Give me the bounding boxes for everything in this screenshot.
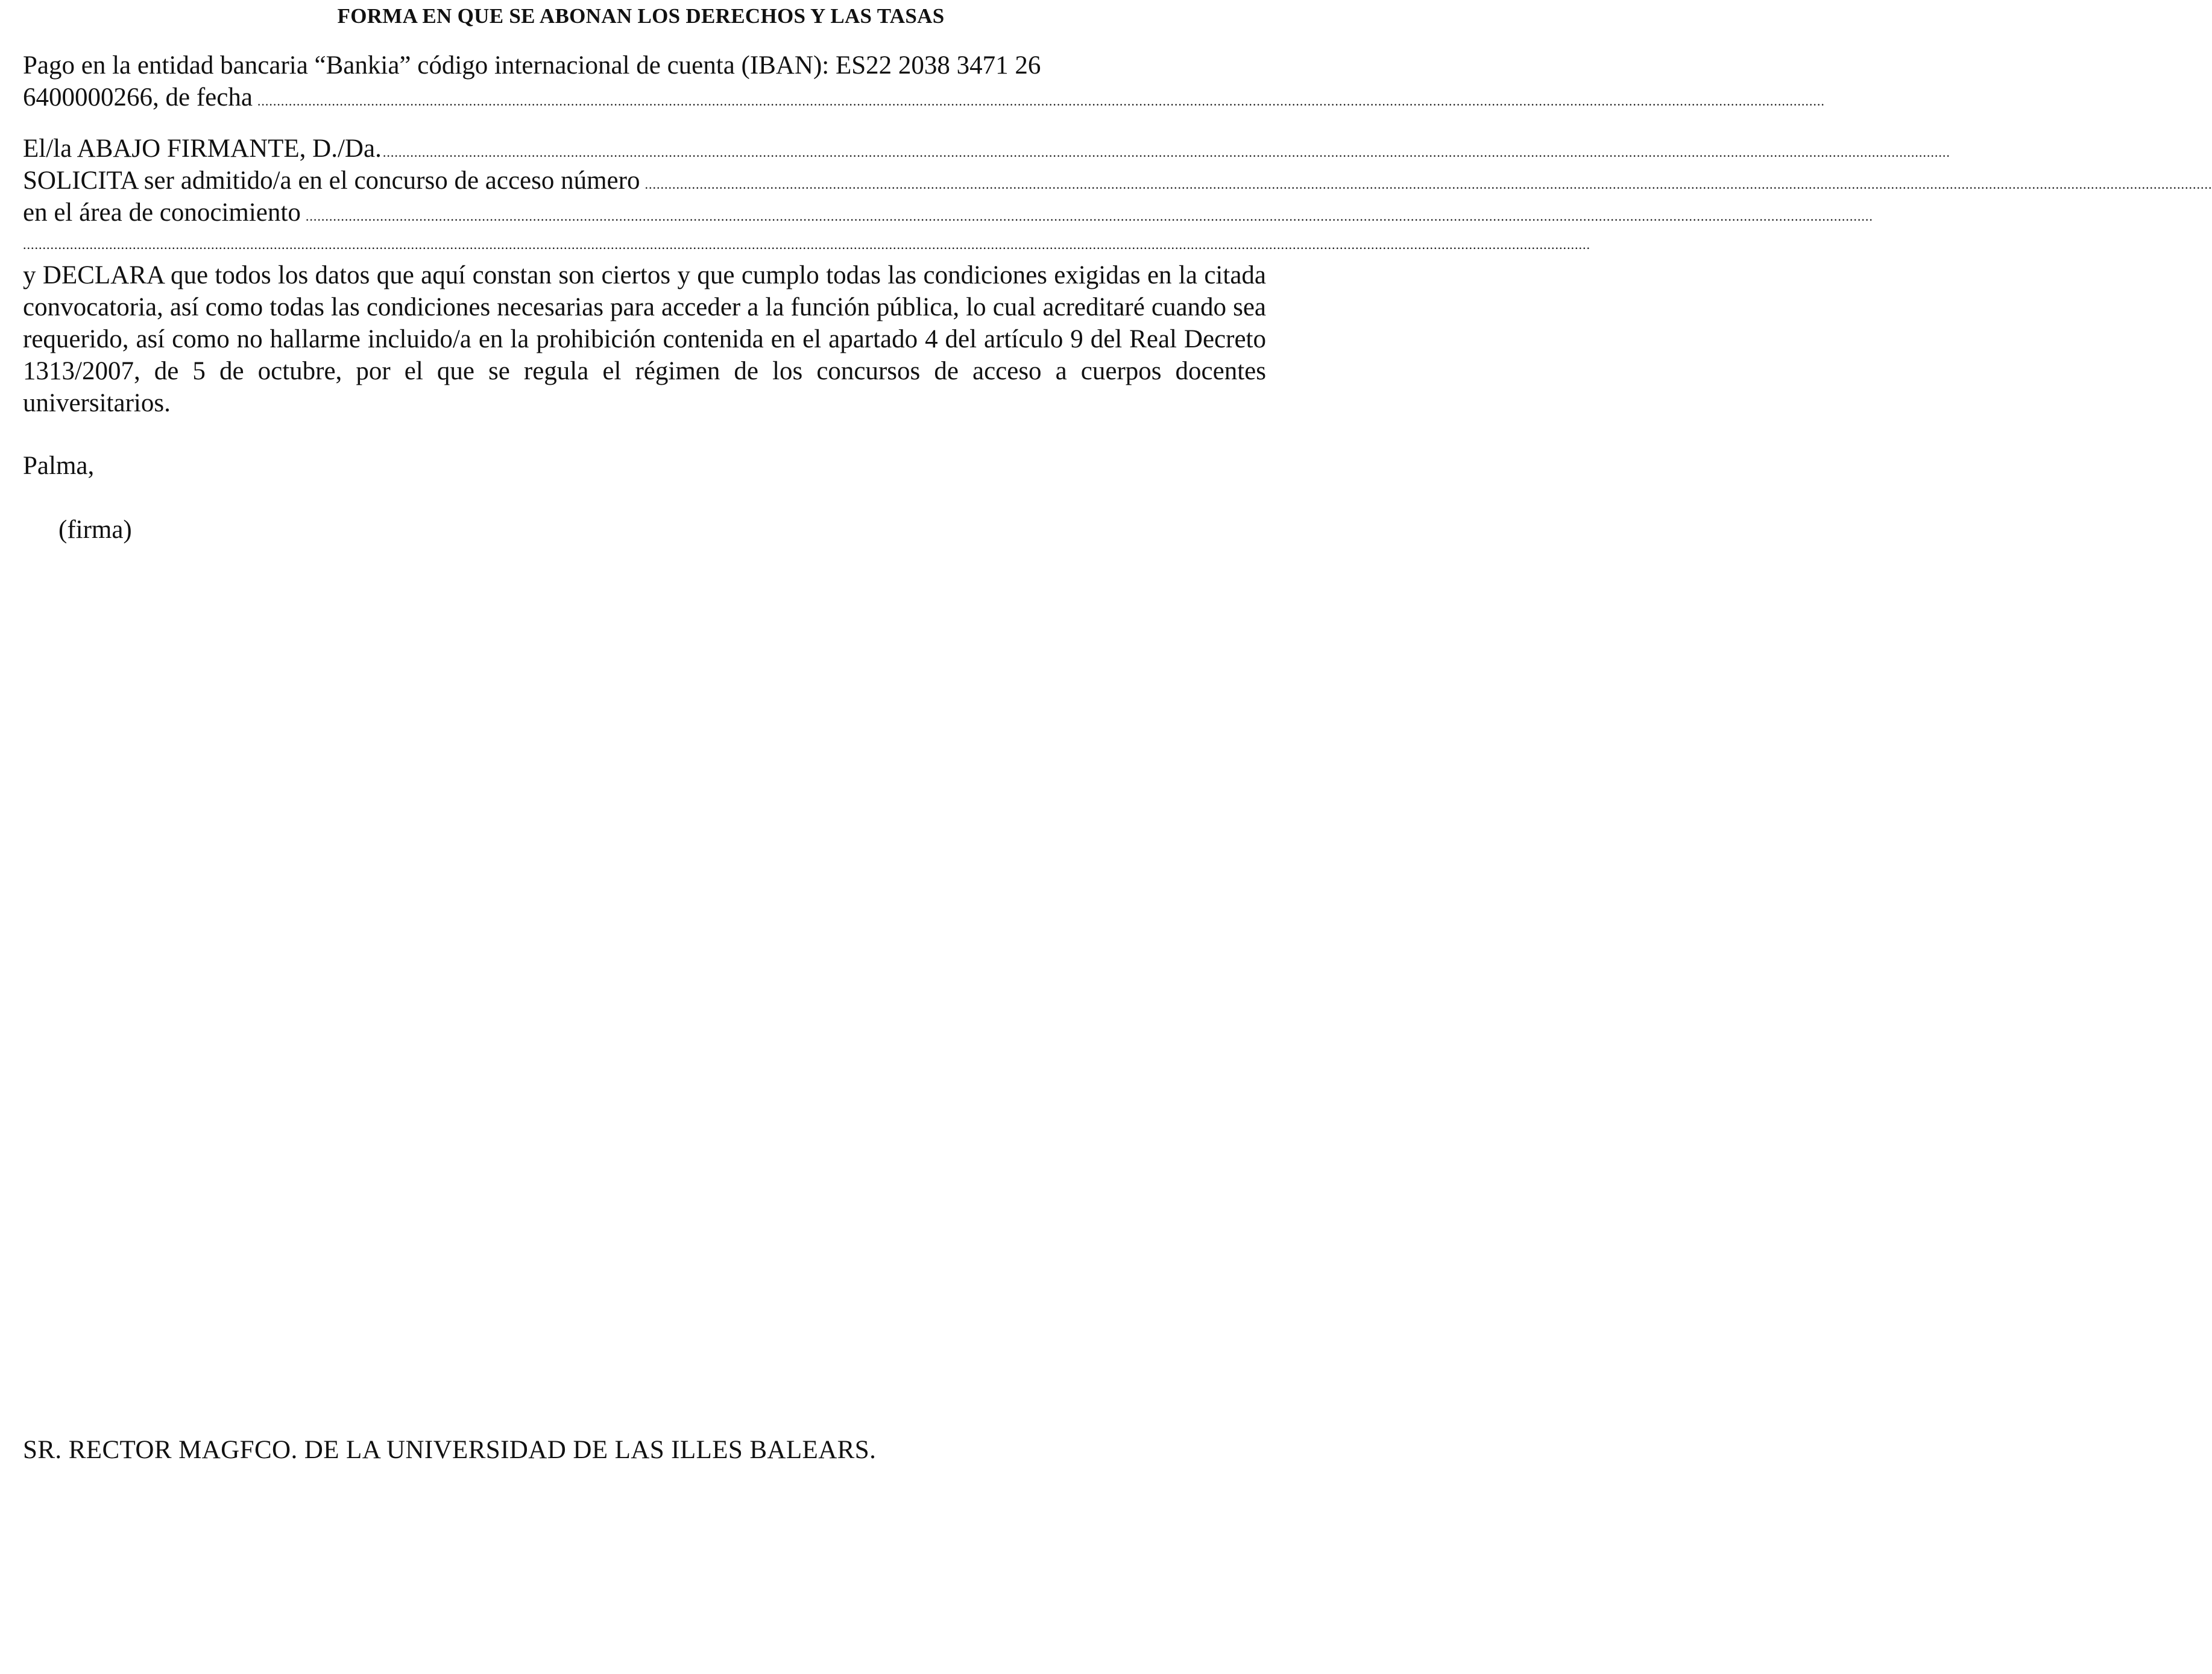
payment-iban-text: Pago en la entidad bancaria “Bankia” código internacional de cuenta (IBAN): ES22 2038 3471 26 (23, 51, 1041, 80)
payment-date-label: 6400000266, de fecha (23, 83, 253, 112)
signatory-line (23, 133, 1950, 165)
payment-date-field[interactable]: ................................................................................................................................................................................................................................................................................................................................................................................................................ (257, 93, 1825, 109)
payment-line-iban (23, 49, 1266, 81)
knowledge-area-field[interactable]: ................................................................................................................................................................................................................................................................................................................................................................................................................ (305, 209, 1873, 224)
payment-line-date (23, 81, 1825, 113)
applicant-section (23, 133, 2212, 261)
request-label: SOLICITA ser admitido/a en el concurso de acceso número (23, 166, 640, 195)
knowledge-area-field-continued[interactable]: ................................................................................................................................................................................................................................................................................................................................................................................................................ (23, 237, 1590, 252)
signatory-name-field[interactable]: ................................................................................................................................................................................................................................................................................................................................................................................................................ (382, 145, 1950, 160)
signature-label: (firma) (58, 516, 132, 544)
area-label: en el área de conocimiento (23, 198, 301, 227)
payment-section (23, 49, 1825, 113)
contest-number-field[interactable]: ................................................................................................................................................................................................................................................................................................................................................................................................................ (644, 177, 2212, 192)
request-line (23, 165, 2212, 197)
signatory-label: El/la ABAJO FIRMANTE, D./Da. (23, 134, 382, 163)
area-line (23, 197, 1873, 229)
addressee-line: SR. RECTOR MAGFCO. DE LA UNIVERSIDAD DE LAS ILLES BALEARS. (23, 1436, 877, 1464)
declaration-paragraph: y DECLARA que todos los datos que aquí constan son ciertos y que cumplo todas las condiciones exigidas en la citada convocatoria, así como todas las condiciones necesarias para acceder a la función pública, lo cual acreditaré cuando sea requerido, así como no hallarme incluido/a en la prohibición contenida en el apartado 4 del artículo 9 del Real Decreto 1313/2007, de 5 de octubre, por el que se regula el régimen de los concursos de acceso a cuerpos docentes universitarios. (23, 261, 1266, 417)
place-label: Palma, (23, 452, 95, 480)
area-continuation-line (23, 229, 1590, 261)
section-heading: FORMA EN QUE SE ABONAN LOS DERECHOS Y LAS TASAS (337, 4, 945, 28)
